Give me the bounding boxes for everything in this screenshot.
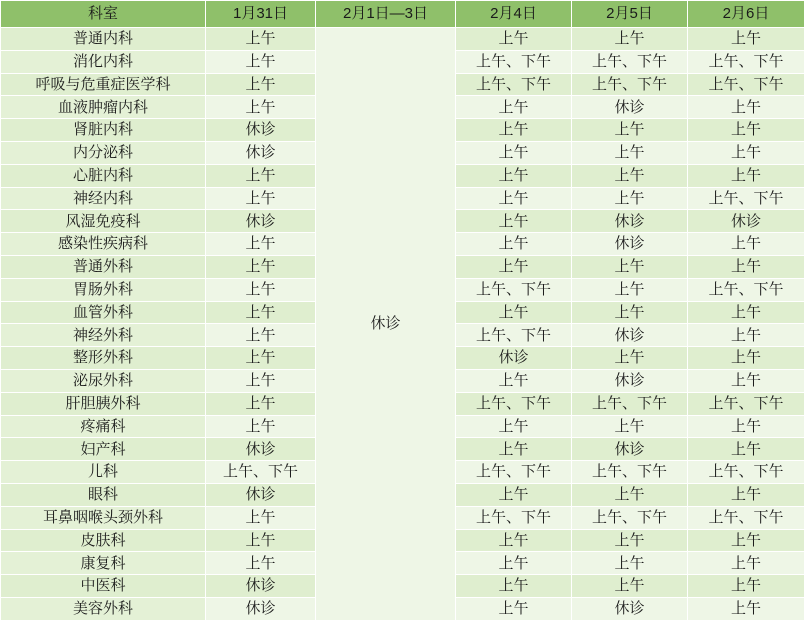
cell-feb6: 上午、下午	[688, 50, 804, 73]
cell-department: 心脏内科	[1, 164, 206, 187]
cell-feb1-3-merged: 休诊	[316, 28, 456, 621]
cell-feb4: 上午	[456, 119, 572, 142]
cell-feb5: 上午、下午	[572, 392, 688, 415]
cell-feb5: 上午	[572, 301, 688, 324]
cell-feb5: 上午、下午	[572, 73, 688, 96]
cell-jan31: 上午	[206, 324, 316, 347]
cell-department: 肾脏内科	[1, 119, 206, 142]
cell-department: 皮肤科	[1, 529, 206, 552]
cell-jan31: 上午	[206, 50, 316, 73]
cell-feb4: 上午	[456, 187, 572, 210]
cell-feb5: 上午、下午	[572, 506, 688, 529]
column-header-department: 科室	[1, 1, 206, 28]
cell-feb5: 休诊	[572, 233, 688, 256]
cell-jan31: 上午	[206, 28, 316, 51]
cell-department: 神经内科	[1, 187, 206, 210]
cell-department: 普通外科	[1, 255, 206, 278]
cell-feb4: 上午	[456, 369, 572, 392]
cell-feb4: 上午、下午	[456, 73, 572, 96]
cell-feb6: 上午	[688, 575, 804, 598]
cell-jan31: 上午、下午	[206, 461, 316, 484]
cell-feb4: 休诊	[456, 347, 572, 370]
cell-feb6: 上午	[688, 597, 804, 620]
cell-feb4: 上午	[456, 28, 572, 51]
cell-department: 风湿免疫科	[1, 210, 206, 233]
cell-feb6: 上午、下午	[688, 392, 804, 415]
cell-jan31: 休诊	[206, 438, 316, 461]
cell-feb6: 上午、下午	[688, 73, 804, 96]
cell-feb4: 上午	[456, 597, 572, 620]
cell-feb6: 上午	[688, 119, 804, 142]
cell-department: 神经外科	[1, 324, 206, 347]
cell-jan31: 休诊	[206, 575, 316, 598]
cell-feb4: 上午、下午	[456, 50, 572, 73]
column-header-feb1-3: 2月1日—3日	[316, 1, 456, 28]
cell-feb6: 休诊	[688, 210, 804, 233]
cell-feb6: 上午	[688, 255, 804, 278]
cell-feb6: 上午	[688, 483, 804, 506]
cell-feb5: 休诊	[572, 210, 688, 233]
column-header-feb5: 2月5日	[572, 1, 688, 28]
cell-department: 消化内科	[1, 50, 206, 73]
cell-feb5: 上午	[572, 347, 688, 370]
cell-feb4: 上午、下午	[456, 278, 572, 301]
cell-jan31: 上午	[206, 255, 316, 278]
cell-feb5: 上午	[572, 119, 688, 142]
cell-jan31: 上午	[206, 278, 316, 301]
cell-department: 眼科	[1, 483, 206, 506]
cell-feb4: 上午	[456, 552, 572, 575]
cell-jan31: 上午	[206, 529, 316, 552]
cell-department: 胃肠外科	[1, 278, 206, 301]
cell-feb6: 上午	[688, 301, 804, 324]
cell-feb4: 上午、下午	[456, 324, 572, 347]
cell-jan31: 上午	[206, 187, 316, 210]
cell-department: 普通内科	[1, 28, 206, 51]
cell-jan31: 上午	[206, 369, 316, 392]
cell-jan31: 上午	[206, 392, 316, 415]
cell-feb5: 上午	[572, 255, 688, 278]
cell-department: 整形外科	[1, 347, 206, 370]
cell-feb5: 上午	[572, 529, 688, 552]
cell-feb5: 上午	[572, 28, 688, 51]
cell-feb6: 上午、下午	[688, 187, 804, 210]
cell-feb6: 上午	[688, 324, 804, 347]
cell-feb6: 上午	[688, 233, 804, 256]
cell-feb4: 上午	[456, 575, 572, 598]
column-header-feb6: 2月6日	[688, 1, 804, 28]
cell-department: 儿科	[1, 461, 206, 484]
cell-feb4: 上午、下午	[456, 461, 572, 484]
cell-jan31: 上午	[206, 415, 316, 438]
cell-feb4: 上午	[456, 438, 572, 461]
cell-feb5: 休诊	[572, 96, 688, 119]
cell-jan31: 休诊	[206, 597, 316, 620]
cell-jan31: 上午	[206, 301, 316, 324]
cell-feb4: 上午	[456, 164, 572, 187]
cell-jan31: 上午	[206, 233, 316, 256]
table-header	[1, 1, 804, 28]
column-header-jan31: 1月31日	[206, 1, 316, 28]
cell-jan31: 上午	[206, 552, 316, 575]
cell-feb5: 上午	[572, 141, 688, 164]
cell-department: 美容外科	[1, 597, 206, 620]
cell-jan31: 休诊	[206, 141, 316, 164]
cell-feb5: 上午	[572, 278, 688, 301]
cell-jan31: 上午	[206, 164, 316, 187]
cell-feb5: 上午	[572, 552, 688, 575]
cell-jan31: 上午	[206, 73, 316, 96]
cell-feb6: 上午	[688, 28, 804, 51]
cell-department: 血管外科	[1, 301, 206, 324]
cell-feb5: 上午	[572, 483, 688, 506]
cell-department: 内分泌科	[1, 141, 206, 164]
cell-feb4: 上午、下午	[456, 506, 572, 529]
cell-department: 呼吸与危重症医学科	[1, 73, 206, 96]
cell-feb4: 上午	[456, 529, 572, 552]
cell-department: 妇产科	[1, 438, 206, 461]
cell-feb4: 上午、下午	[456, 392, 572, 415]
cell-feb6: 上午	[688, 438, 804, 461]
cell-department: 疼痛科	[1, 415, 206, 438]
cell-department: 血液肿瘤内科	[1, 96, 206, 119]
cell-feb5: 上午、下午	[572, 50, 688, 73]
cell-department: 肝胆胰外科	[1, 392, 206, 415]
cell-feb6: 上午	[688, 415, 804, 438]
cell-department: 中医科	[1, 575, 206, 598]
cell-feb4: 上午	[456, 210, 572, 233]
cell-jan31: 休诊	[206, 210, 316, 233]
cell-feb5: 休诊	[572, 438, 688, 461]
cell-feb6: 上午	[688, 529, 804, 552]
cell-feb4: 上午	[456, 415, 572, 438]
cell-feb6: 上午、下午	[688, 506, 804, 529]
cell-department: 耳鼻咽喉头颈外科	[1, 506, 206, 529]
column-header-feb4: 2月4日	[456, 1, 572, 28]
cell-department: 泌尿外科	[1, 369, 206, 392]
cell-feb5: 休诊	[572, 597, 688, 620]
cell-feb6: 上午、下午	[688, 278, 804, 301]
cell-feb5: 上午	[572, 415, 688, 438]
cell-feb6: 上午、下午	[688, 461, 804, 484]
cell-feb5: 上午	[572, 187, 688, 210]
cell-feb4: 上午	[456, 96, 572, 119]
cell-jan31: 上午	[206, 506, 316, 529]
cell-jan31: 上午	[206, 96, 316, 119]
table-row	[1, 28, 804, 51]
cell-feb5: 休诊	[572, 324, 688, 347]
table-body	[1, 28, 804, 621]
cell-feb4: 上午	[456, 483, 572, 506]
cell-feb5: 上午	[572, 164, 688, 187]
cell-feb6: 上午	[688, 552, 804, 575]
cell-feb6: 上午	[688, 141, 804, 164]
cell-feb4: 上午	[456, 255, 572, 278]
cell-feb5: 上午	[572, 575, 688, 598]
cell-department: 康复科	[1, 552, 206, 575]
cell-jan31: 休诊	[206, 483, 316, 506]
cell-feb4: 上午	[456, 301, 572, 324]
cell-feb4: 上午	[456, 141, 572, 164]
cell-feb5: 休诊	[572, 369, 688, 392]
header-row	[1, 1, 804, 28]
cell-jan31: 上午	[206, 347, 316, 370]
cell-jan31: 休诊	[206, 119, 316, 142]
cell-feb4: 上午	[456, 233, 572, 256]
cell-feb6: 上午	[688, 369, 804, 392]
cell-department: 感染性疾病科	[1, 233, 206, 256]
cell-feb6: 上午	[688, 164, 804, 187]
cell-feb6: 上午	[688, 96, 804, 119]
cell-feb5: 上午、下午	[572, 461, 688, 484]
cell-feb6: 上午	[688, 347, 804, 370]
